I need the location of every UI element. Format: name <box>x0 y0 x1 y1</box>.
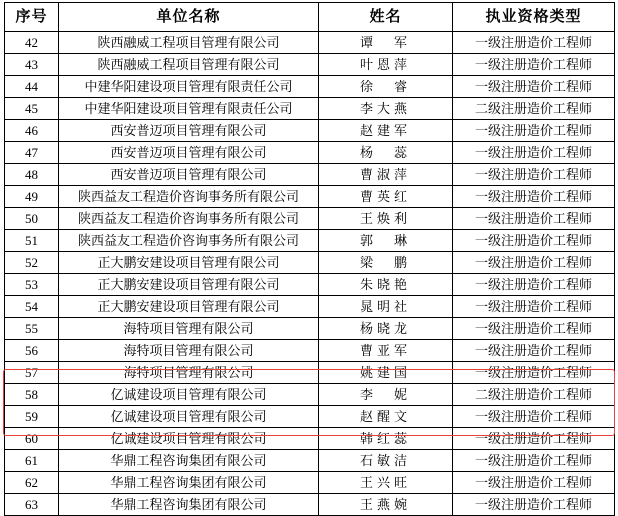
registration-table <box>4 2 615 516</box>
cell-organization: 陕西益友工程造价咨询事务所有限公司 <box>59 186 319 208</box>
cell-qualification-type: 一级注册造价工程师 <box>453 164 615 186</box>
cell-qualification-type: 一级注册造价工程师 <box>453 208 615 230</box>
cell-name: 石敏洁 <box>319 450 453 472</box>
cell-organization: 亿诚建设项目管理有限公司 <box>59 406 319 428</box>
cell-qualification-type: 一级注册造价工程师 <box>453 230 615 252</box>
table-row <box>5 32 615 54</box>
cell-qualification-type: 一级注册造价工程师 <box>453 340 615 362</box>
cell-index: 56 <box>5 340 59 362</box>
table-row <box>5 384 615 406</box>
cell-organization: 西安普迈项目管理有限公司 <box>59 164 319 186</box>
cell-index: 61 <box>5 450 59 472</box>
cell-organization: 中建华阳建设项目管理有限责任公司 <box>59 98 319 120</box>
cell-name: 李大燕 <box>319 98 453 120</box>
cell-organization: 亿诚建设项目管理有限公司 <box>59 384 319 406</box>
table-row <box>5 450 615 472</box>
cell-index: 49 <box>5 186 59 208</box>
table-row <box>5 362 615 384</box>
column-header-organization: 单位名称 <box>59 3 319 32</box>
cell-qualification-type: 二级注册造价工程师 <box>453 98 615 120</box>
table-row <box>5 296 615 318</box>
cell-qualification-type: 一级注册造价工程师 <box>453 428 615 450</box>
cell-index: 48 <box>5 164 59 186</box>
cell-qualification-type: 一级注册造价工程师 <box>453 32 615 54</box>
cell-qualification-type: 一级注册造价工程师 <box>453 450 615 472</box>
cell-name: 赵醒文 <box>319 406 453 428</box>
cell-qualification-type: 一级注册造价工程师 <box>453 252 615 274</box>
cell-index: 60 <box>5 428 59 450</box>
cell-name: 梁 鹏 <box>319 252 453 274</box>
cell-organization: 华鼎工程咨询集团有限公司 <box>59 450 319 472</box>
column-header-name: 姓名 <box>319 3 453 32</box>
table-row <box>5 186 615 208</box>
cell-name: 叶恩萍 <box>319 54 453 76</box>
cell-name: 曹淑萍 <box>319 164 453 186</box>
cell-organization: 正大鹏安建设项目管理有限公司 <box>59 274 319 296</box>
cell-qualification-type: 一级注册造价工程师 <box>453 120 615 142</box>
cell-organization: 正大鹏安建设项目管理有限公司 <box>59 296 319 318</box>
cell-index: 63 <box>5 494 59 516</box>
cell-name: 晁明社 <box>319 296 453 318</box>
cell-name: 曹英红 <box>319 186 453 208</box>
table-row <box>5 76 615 98</box>
cell-name: 杨 蕊 <box>319 142 453 164</box>
table-row <box>5 142 615 164</box>
table-row <box>5 54 615 76</box>
table-row <box>5 164 615 186</box>
cell-qualification-type: 一级注册造价工程师 <box>453 318 615 340</box>
cell-qualification-type: 一级注册造价工程师 <box>453 142 615 164</box>
cell-name: 杨晓龙 <box>319 318 453 340</box>
table-body <box>5 32 615 516</box>
column-header-qualification-type: 执业资格类型 <box>453 3 615 32</box>
cell-index: 46 <box>5 120 59 142</box>
cell-qualification-type: 一级注册造价工程师 <box>453 494 615 516</box>
cell-name: 曹亚军 <box>319 340 453 362</box>
cell-name: 姚建国 <box>319 362 453 384</box>
cell-name: 王焕利 <box>319 208 453 230</box>
cell-organization: 海特项目管理有限公司 <box>59 340 319 362</box>
cell-organization: 陕西融威工程项目管理有限公司 <box>59 54 319 76</box>
table-row <box>5 318 615 340</box>
cell-name: 谭 军 <box>319 32 453 54</box>
table-row <box>5 252 615 274</box>
table-row <box>5 208 615 230</box>
cell-index: 42 <box>5 32 59 54</box>
cell-name: 王兴旺 <box>319 472 453 494</box>
table-row <box>5 98 615 120</box>
cell-index: 62 <box>5 472 59 494</box>
cell-index: 59 <box>5 406 59 428</box>
cell-name: 韩红蕊 <box>319 428 453 450</box>
table-row <box>5 494 615 516</box>
cell-index: 43 <box>5 54 59 76</box>
cell-organization: 西安普迈项目管理有限公司 <box>59 142 319 164</box>
cell-index: 45 <box>5 98 59 120</box>
cell-name: 郭 琳 <box>319 230 453 252</box>
cell-index: 53 <box>5 274 59 296</box>
cell-organization: 海特项目管理有限公司 <box>59 318 319 340</box>
table-row <box>5 428 615 450</box>
cell-organization: 西安普迈项目管理有限公司 <box>59 120 319 142</box>
column-header-index: 序号 <box>5 3 59 32</box>
cell-index: 58 <box>5 384 59 406</box>
cell-organization: 海特项目管理有限公司 <box>59 362 319 384</box>
cell-qualification-type: 一级注册造价工程师 <box>453 472 615 494</box>
cell-qualification-type: 二级注册造价工程师 <box>453 384 615 406</box>
cell-index: 47 <box>5 142 59 164</box>
table-row <box>5 230 615 252</box>
cell-index: 44 <box>5 76 59 98</box>
cell-qualification-type: 一级注册造价工程师 <box>453 76 615 98</box>
cell-qualification-type: 一级注册造价工程师 <box>453 186 615 208</box>
cell-organization: 正大鹏安建设项目管理有限公司 <box>59 252 319 274</box>
cell-index: 50 <box>5 208 59 230</box>
cell-qualification-type: 一级注册造价工程师 <box>453 296 615 318</box>
table-row <box>5 472 615 494</box>
cell-qualification-type: 一级注册造价工程师 <box>453 54 615 76</box>
cell-qualification-type: 一级注册造价工程师 <box>453 274 615 296</box>
cell-organization: 陕西益友工程造价咨询事务所有限公司 <box>59 208 319 230</box>
cell-index: 54 <box>5 296 59 318</box>
cell-index: 57 <box>5 362 59 384</box>
table-row <box>5 274 615 296</box>
cell-name: 李 妮 <box>319 384 453 406</box>
cell-qualification-type: 一级注册造价工程师 <box>453 362 615 384</box>
cell-organization: 中建华阳建设项目管理有限责任公司 <box>59 76 319 98</box>
table-header-row <box>5 3 615 32</box>
cell-index: 55 <box>5 318 59 340</box>
cell-index: 51 <box>5 230 59 252</box>
cell-name: 朱晓艳 <box>319 274 453 296</box>
cell-name: 赵建军 <box>319 120 453 142</box>
cell-name: 王燕婉 <box>319 494 453 516</box>
cell-name: 徐 睿 <box>319 76 453 98</box>
table-row <box>5 120 615 142</box>
cell-qualification-type: 一级注册造价工程师 <box>453 406 615 428</box>
cell-organization: 华鼎工程咨询集团有限公司 <box>59 472 319 494</box>
cell-organization: 华鼎工程咨询集团有限公司 <box>59 494 319 516</box>
cell-organization: 陕西融威工程项目管理有限公司 <box>59 32 319 54</box>
cell-organization: 亿诚建设项目管理有限公司 <box>59 428 319 450</box>
cell-organization: 陕西益友工程造价咨询事务所有限公司 <box>59 230 319 252</box>
cell-index: 52 <box>5 252 59 274</box>
table-row <box>5 406 615 428</box>
table-row <box>5 340 615 362</box>
